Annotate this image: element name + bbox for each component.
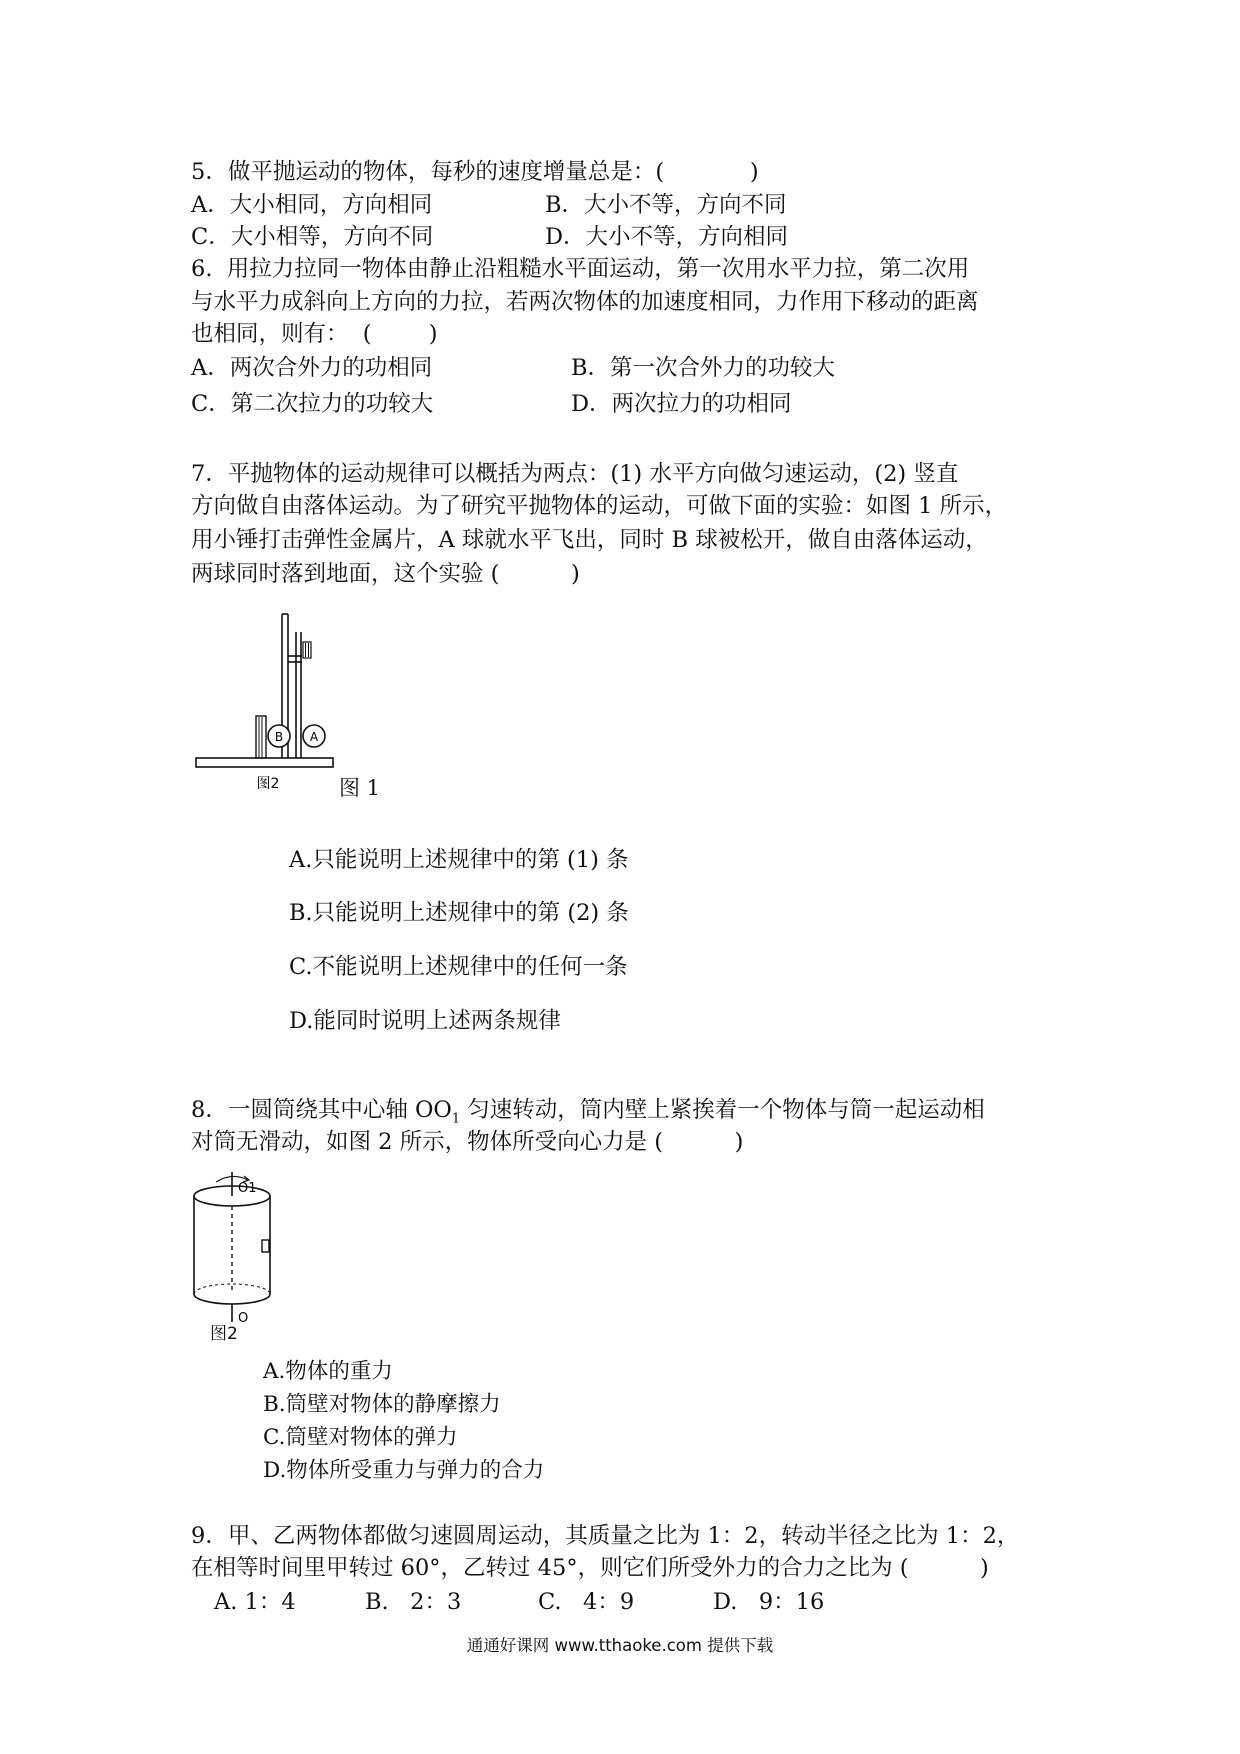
q5-option-c: C．大小相等，方向不同 xyxy=(191,224,434,250)
q5-option-a: A．大小相同，方向相同 xyxy=(191,192,433,218)
q7-figure-caption: 图 1 xyxy=(339,776,381,800)
q6-stem-line2: 与水平力成斜向上方向的力拉，若两次物体的加速度相同，力作用下移动的距离 xyxy=(191,289,979,315)
apparatus-base xyxy=(196,758,333,767)
q7-option-d: D.能同时说明上述两条规律 xyxy=(289,1008,561,1034)
q8-option-d: D.物体所受重力与弹力的合力 xyxy=(263,1458,545,1483)
q9-option-d: D. 9：16 xyxy=(713,1589,825,1615)
q5-option-b: B．大小不等，方向不同 xyxy=(545,192,787,218)
cylinder-bottom xyxy=(194,1294,270,1304)
q7-apparatus-figure xyxy=(190,612,350,802)
q7-option-b: B.只能说明上述规律中的第 (2) 条 xyxy=(289,900,629,926)
ball-b-label: B xyxy=(274,730,284,744)
q8-figure-caption: 图2 xyxy=(210,1324,238,1344)
q8-stem-line2: 对筒无滑动，如图 2 所示，物体所受向心力是 ( ) xyxy=(191,1129,744,1155)
hammer-head xyxy=(303,642,311,658)
apparatus-small-caption: 图2 xyxy=(256,776,280,792)
q7-stem-line2: 方向做自由落体运动。为了研究平抛物体的运动，可做下面的实验：如图 1 所示， xyxy=(191,493,1008,519)
q6-option-a: A．两次合外力的功相同 xyxy=(191,355,433,381)
q5-option-d: D．大小不等，方向相同 xyxy=(545,224,789,250)
q9-stem-line1: 9．甲、乙两物体都做匀速圆周运动，其质量之比为 1：2，转动半径之比为 1：2， xyxy=(191,1523,1020,1549)
q8-cylinder-figure xyxy=(188,1168,298,1338)
q9-option-b: B. 2：3 xyxy=(365,1589,462,1615)
q7-option-c: C.不能说明上述规律中的任何一条 xyxy=(289,954,628,980)
q8-option-a: A.物体的重力 xyxy=(263,1359,393,1384)
object-on-wall xyxy=(262,1240,269,1252)
q8-option-c: C.筒壁对物体的弹力 xyxy=(263,1425,458,1450)
q9-stem-line2: 在相等时间里甲转过 60°，乙转过 45°，则它们所受外力的合力之比为 ( ) xyxy=(191,1555,989,1581)
q7-stem-line1: 7．平抛物体的运动规律可以概括为两点：(1) 水平方向做匀速运动，(2) 竖直 xyxy=(191,461,959,487)
q9-option-a: A. 1：4 xyxy=(214,1589,296,1615)
q6-option-d: D．两次拉力的功相同 xyxy=(571,391,792,417)
q6-stem-line3: 也相同，则有： ( ) xyxy=(191,321,438,347)
clamp-block xyxy=(256,716,266,758)
q7-stem-line4: 两球同时落到地面，这个实验 ( ) xyxy=(191,561,580,587)
q7-stem-line3: 用小锤打击弹性金属片，A 球就水平飞出，同时 B 球被松开，做自由落体运动， xyxy=(191,527,988,553)
q9-option-c: C. 4：9 xyxy=(538,1589,635,1615)
q6-option-b: B．第一次合外力的功较大 xyxy=(571,355,836,381)
q8-option-b: B.筒壁对物体的静摩擦力 xyxy=(263,1392,501,1417)
axis-bottom-label: O xyxy=(238,1311,249,1326)
q6-option-c: C．第二次拉力的功较大 xyxy=(191,391,434,417)
page-footer: 通通好课网 www.tthaoke.com 提供下载 xyxy=(466,1636,774,1655)
q7-option-a: A.只能说明上述规律中的第 (1) 条 xyxy=(289,847,629,873)
axis-top-label: O1 xyxy=(238,1181,257,1196)
q5-stem: 5．做平抛运动的物体，每秒的速度增量总是：( ) xyxy=(191,159,759,185)
q8-stem-line1: 8．一圆筒绕其中心轴 $OO_1$ 匀速转动，筒内壁上紧挨着一个物体与筒一起运动相 xyxy=(191,1097,985,1127)
ball-a-label: A xyxy=(309,730,319,744)
q6-stem-line1: 6. 用拉力拉同一物体由静止沿粗糙水平面运动，第一次用水平力拉，第二次用 xyxy=(191,256,970,282)
